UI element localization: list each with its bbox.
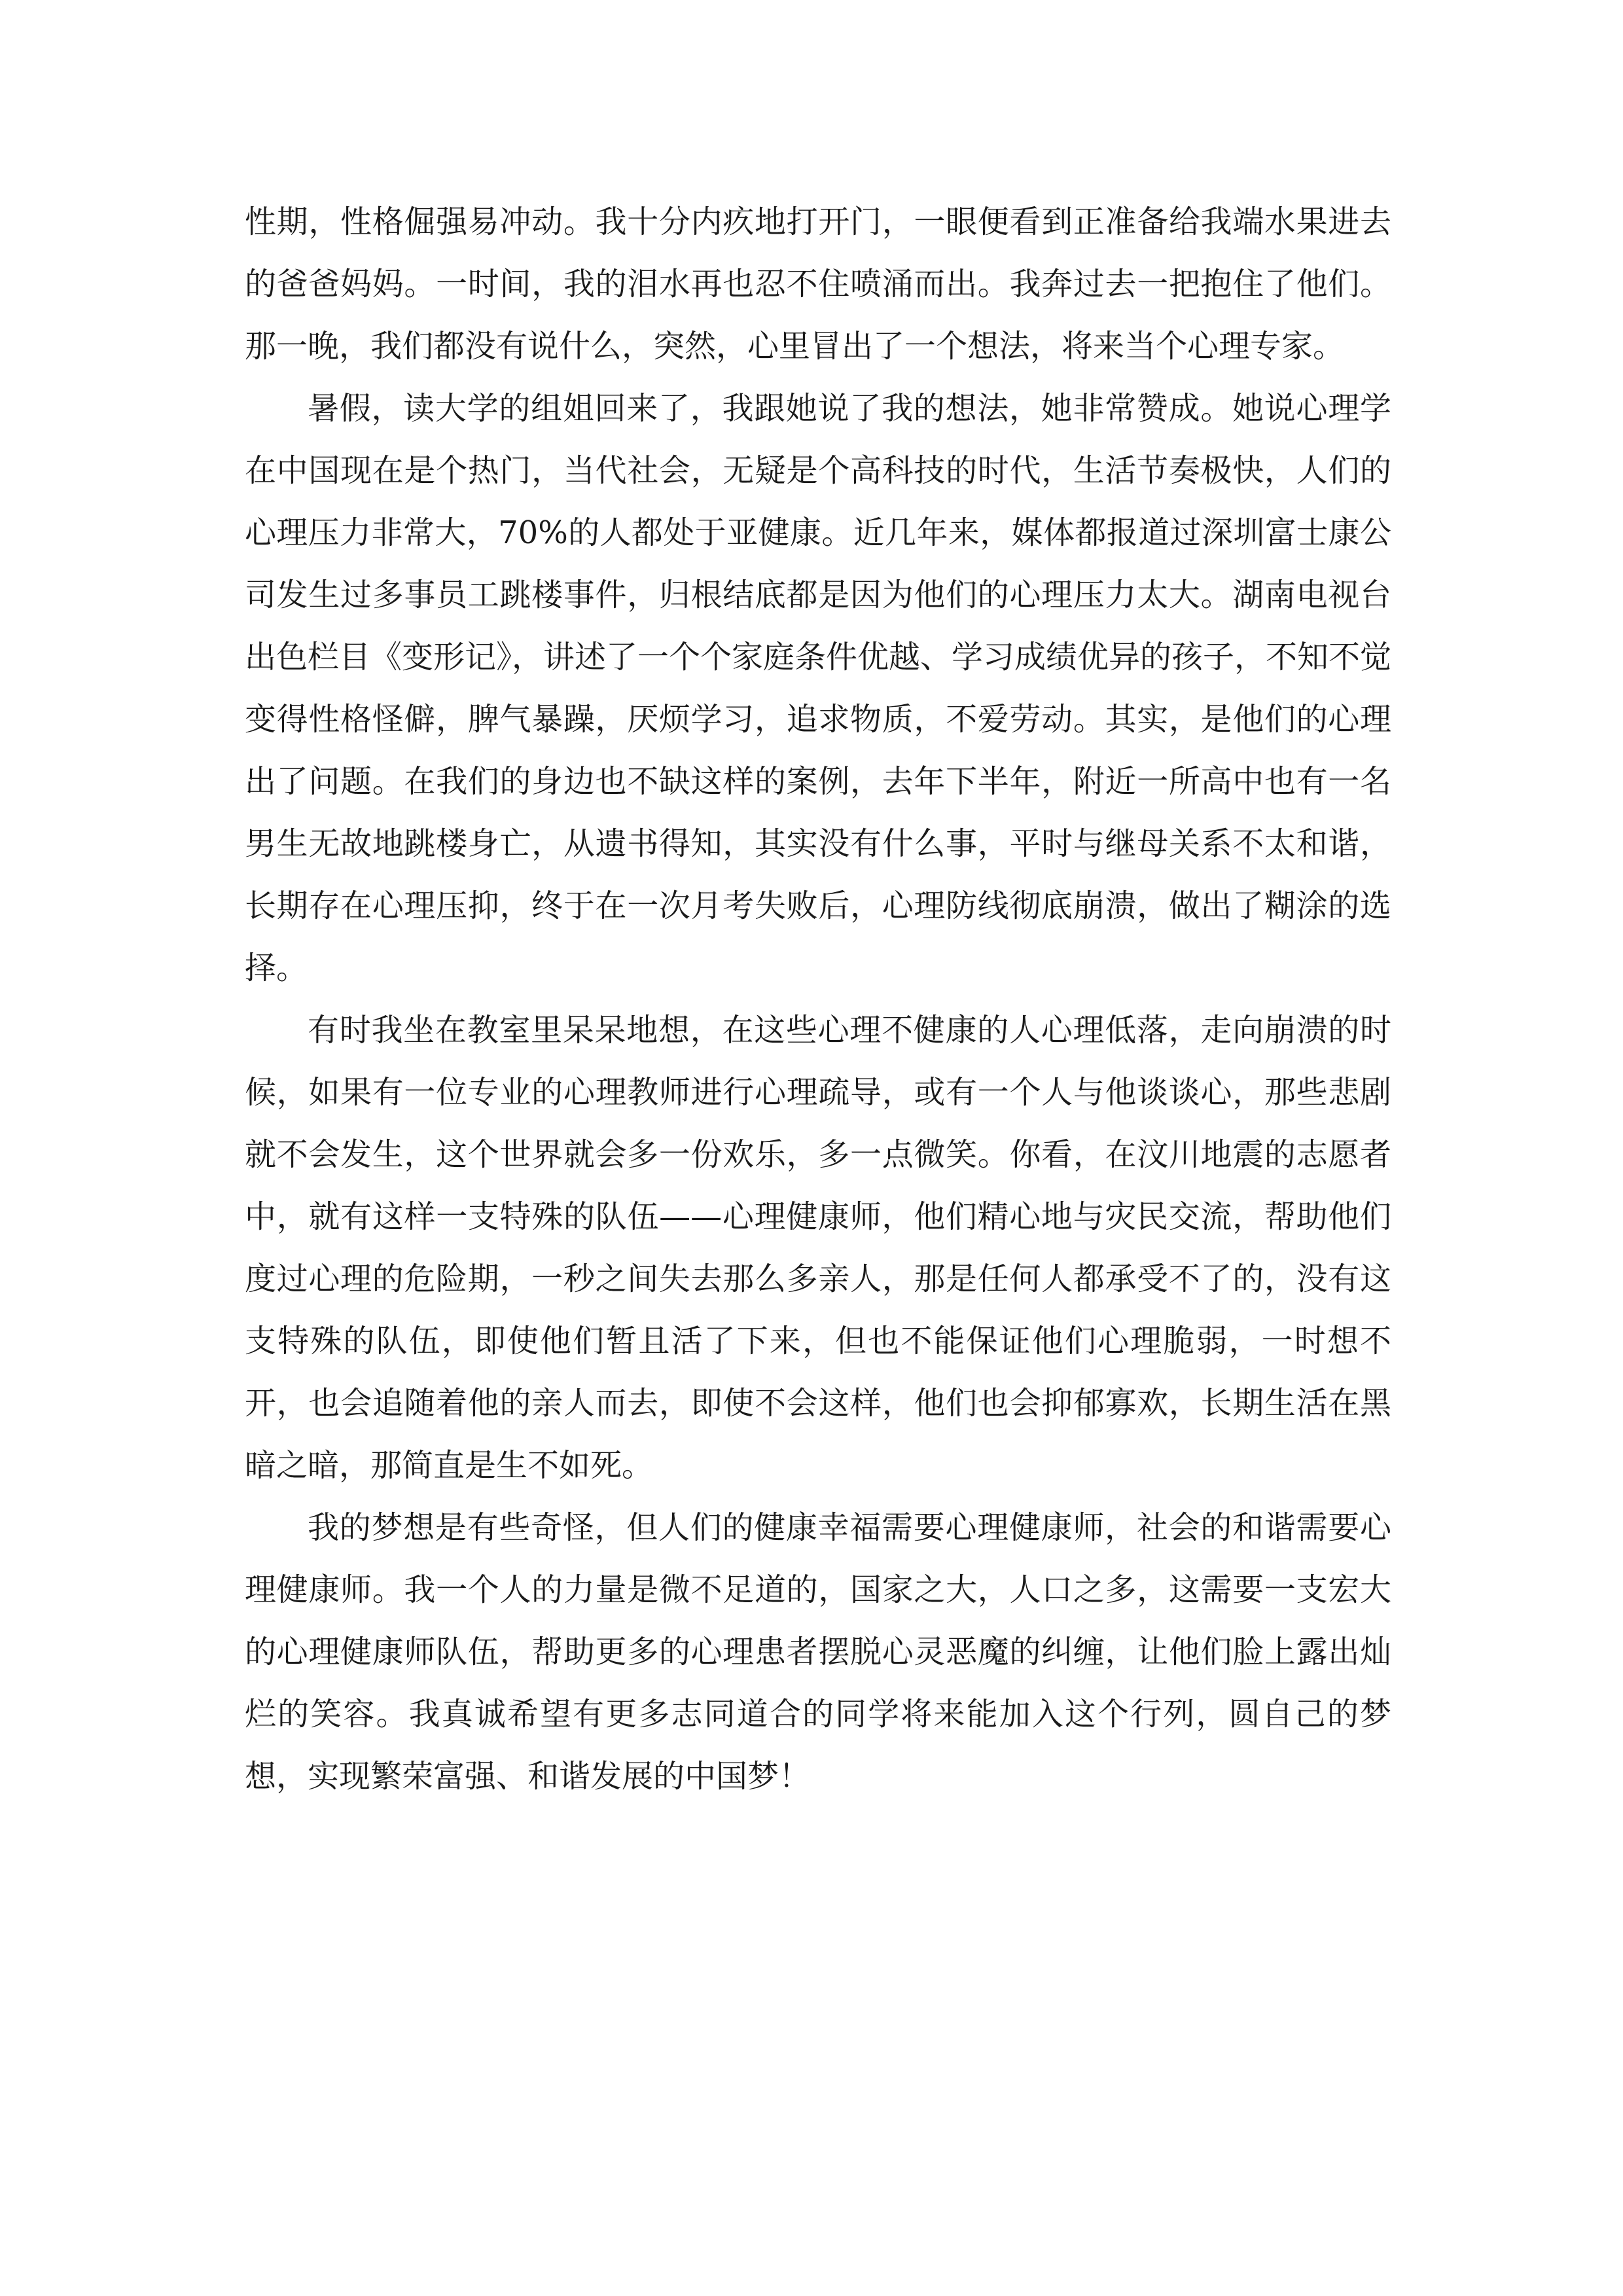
essay-body (245, 191, 1391, 1808)
paragraph-4: 我的梦想是有些奇怪，但人们的健康幸福需要心理健康师，社会的和谐需要心理健康师。我一个人的力量是微不足道的，国家之大，人口之多，这需要一支宏大的心理健康师队伍，帮助更多的心理患者摆脱心灵恶魔的纠缠，让他们脸上露出灿烂的笑容。我真诚希望有更多志同道合的同学将来能加入这个行列，圆自己的梦想，实现繁荣富强、和谐发展的中国梦！ (245, 1509, 1391, 1795)
paragraph-1: 性期，性格倔强易冲动。我十分内疚地打开门，一眼便看到正准备给我端水果进去的爸爸妈妈。一时间，我的泪水再也忍不住喷涌而出。我奔过去一把抱住了他们。那一晚，我们都没有说什么，突然，心里冒出了一个想法，将来当个心理专家。 (245, 204, 1391, 365)
paragraph-3: 有时我坐在教室里呆呆地想，在这些心理不健康的人心理低落，走向崩溃的时候，如果有一位专业的心理教师进行心理疏导，或有一个人与他谈谈心，那些悲剧就不会发生，这个世界就会多一份欢乐，多一点微笑。你看，在汶川地震的志愿者中，就有这样一支特殊的队伍——心理健康师，他们精心地与灾民交流，帮助他们度过心理的危险期，一秒之间失去那么多亲人，那是任何人都承受不了的，没有这支特殊的队伍，即使他们暂且活了下来，但也不能保证他们心理脆弱，一时想不开，也会追随着他的亲人而去，即使不会这样，他们也会抑郁寡欢，长期生活在黑暗之暗，那简直是生不如死。 (245, 1012, 1391, 1484)
paragraph-2: 暑假，读大学的组姐回来了，我跟她说了我的想法，她非常赞成。她说心理学在中国现在是个热门，当代社会，无疑是个高科技的时代，生活节奏极快，人们的心理压力非常大，70%的人都处于亚健康。近几年来，媒体都报道过深圳富士康公司发生过多事员工跳楼事件，归根结底都是因为他们的心理压力太大。湖南电视台出色栏目《变形记》，讲述了一个个家庭条件优越、学习成绩优异的孩子，不知不觉变得性格怪僻，脾气暴躁，厌烦学习，追求物质，不爱劳动。其实，是他们的心理出了问题。在我们的身边也不缺这样的案例，去年下半年，附近一所高中也有一名男生无故地跳楼身亡，从遗书得知，其实没有什么事，平时与继母关系不太和谐，长期存在心理压抑，终于在一次月考失败后，心理防线彻底崩溃，做出了糊涂的选择。 (245, 390, 1392, 986)
